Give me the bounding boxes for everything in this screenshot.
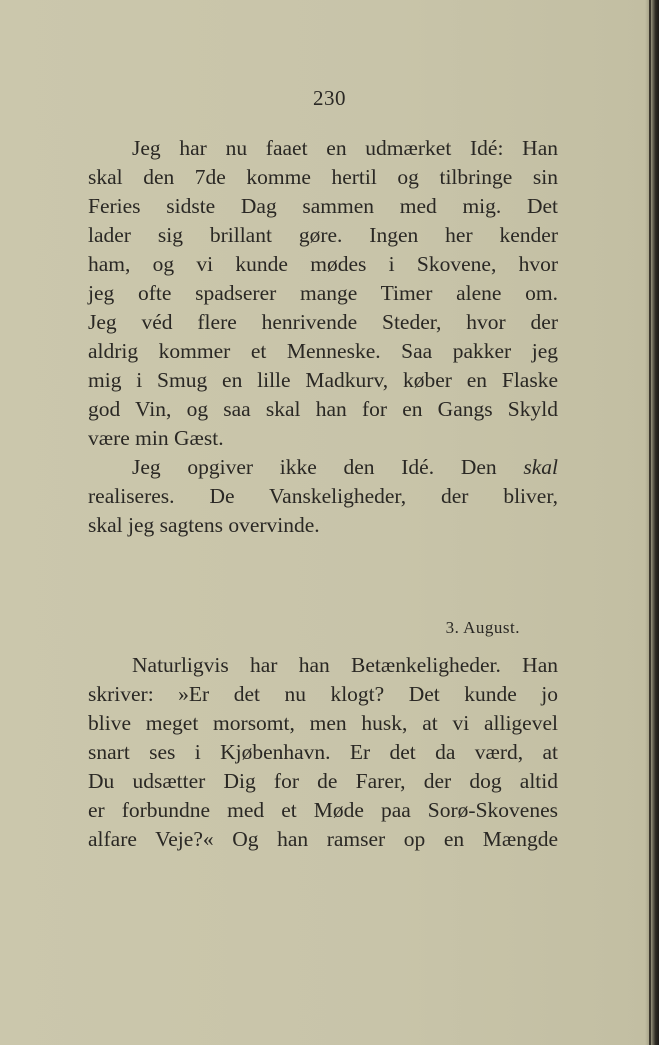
text-line: alfare Veje?« Og han ramser op en Mængde: [88, 827, 558, 851]
text-line: [88, 453, 558, 482]
text-line: være min Gæst.: [88, 426, 224, 450]
text-line: ham, og vi kunde mødes i Skovene, hvor: [88, 252, 558, 276]
text-line: snart ses i Kjøbenhavn. Er det da værd, at: [88, 740, 558, 764]
text-segment: Jeg opgiver ikke den Idé. Den: [132, 455, 497, 479]
text-block-lower: [88, 651, 558, 854]
text-line: aldrig kommer et Menneske. Saa pakker jeg: [88, 339, 558, 363]
binding-line: [649, 0, 651, 1045]
text-line: lader sig brillant gøre. Ingen her kender: [88, 223, 558, 247]
text-line: skal den 7de komme hertil og tilbringe sin: [88, 165, 558, 189]
paragraph-2: [88, 453, 558, 540]
page-number: 230: [313, 86, 346, 110]
text-block-upper: [88, 134, 558, 540]
text-line: god Vin, og saa skal han for en Gangs Skyld: [88, 397, 558, 421]
text-line: mig i Smug en lille Madkurv, køber en Flaske: [88, 368, 558, 392]
date-heading: 3. August.: [445, 618, 520, 637]
text-line: Feries sidste Dag sammen med mig. Det: [88, 194, 558, 218]
emphasized-word: skal: [523, 455, 558, 479]
text-line: realiseres. De Vanskeligheder, der bliver,: [88, 484, 558, 508]
text-line: Jeg har nu faaet en udmærket Idé: Han: [132, 136, 558, 160]
text-line: skriver: »Er det nu klogt? Det kunde jo: [88, 682, 558, 706]
text-line: jeg ofte spadserer mange Timer alene om.: [88, 281, 558, 305]
text-line: er forbundne med et Møde paa Sorø-Skovenes: [88, 798, 558, 822]
text-line: Naturligvis har han Betænkeligheder. Han: [132, 653, 558, 677]
text-line: Du udsætter Dig for de Farer, der dog altid: [88, 769, 558, 793]
text-line: blive meget morsomt, men husk, at vi alligevel: [88, 711, 558, 735]
text-line: Jeg véd flere henrivende Steder, hvor der: [88, 310, 558, 334]
text-line: skal jeg sagtens overvinde.: [88, 513, 320, 537]
paragraph-3: [88, 651, 558, 854]
binding-edge: [645, 0, 659, 1045]
paragraph-1: [88, 134, 558, 453]
